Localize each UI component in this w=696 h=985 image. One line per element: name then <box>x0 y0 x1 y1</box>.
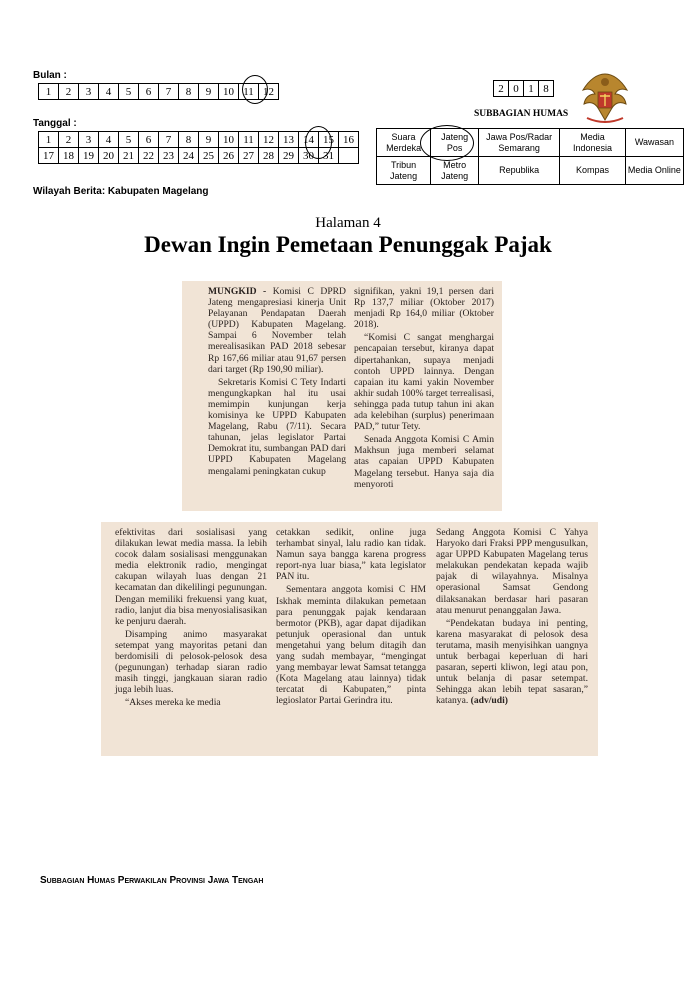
paragraph: Disamping animo masyarakat setempat yang mayoritas petani dan berdomisili di pelosok-pelosok desa (pegunungan) terhadap siaran radio masih tinggi, jangkauan siaran radio juga lebih luas. <box>115 628 267 696</box>
grid-cell: 12 <box>259 84 279 100</box>
paragraph: signifikan, yakni 19,1 persen dari Rp 137,7 miliar (Oktober 2017) menjadi Rp 164,0 miliar (Oktober 2018). <box>354 286 494 331</box>
grid-cell: 6 <box>139 132 159 148</box>
grid-cell: 21 <box>119 148 139 164</box>
grid-cell: 1 <box>39 84 59 100</box>
grid-cell: 5 <box>119 84 139 100</box>
grid-cell: 18 <box>59 148 79 164</box>
grid-cell: 28 <box>259 148 279 164</box>
grid-cell: 17 <box>39 148 59 164</box>
page-number: Halaman 4 <box>315 215 381 231</box>
grid-cell: 2 <box>494 81 509 97</box>
grid-cell: 8 <box>179 84 199 100</box>
media-cell: Jateng Pos <box>431 129 479 157</box>
grid-cell: 9 <box>199 84 219 100</box>
media-cell: Suara Merdeka <box>377 129 431 157</box>
grid-cell: 19 <box>79 148 99 164</box>
media-cell: Wawasan <box>625 129 683 157</box>
media-cell: Media Indonesia <box>560 129 626 157</box>
grid-cell: 22 <box>139 148 159 164</box>
clip2-column-2 <box>276 527 426 709</box>
news-clipping-2 <box>101 522 598 756</box>
grid-cell: 13 <box>279 132 299 148</box>
grid-cell: 3 <box>79 132 99 148</box>
paragraph: Sekretaris Komisi C Tety Indarti mengungkapkan hal itu usai memimpin kunjungan kerja komisinya ke UPPD Kabupaten Magelang, Rabu (7/11). Secara tahunan, jelas legislator Partai Demokrat itu, sumbangan PAD dari UPPD Kabupaten Magelang mengalami peningkatan cukup <box>208 376 346 477</box>
grid-cell: 14 <box>299 132 319 148</box>
bulan-selected-circle <box>242 75 268 104</box>
year-grid <box>493 80 554 97</box>
media-cell: Media Online <box>625 157 683 185</box>
grid-cell: 4 <box>99 132 119 148</box>
wilayah-label: Wilayah Berita: Kabupaten Magelang <box>33 186 209 197</box>
clip1-column-2 <box>354 286 494 492</box>
paragraph: cetakkan sedikit, online juga terhambat sinyal, lalu radio kan tidak. Namun saya bangga karena progress report-nya luar biasa,” kata legislator PAN itu. <box>276 527 426 583</box>
clip1-column-1 <box>208 286 346 479</box>
grid-cell: 8 <box>179 132 199 148</box>
grid-cell: 10 <box>219 132 239 148</box>
bulan-label: Bulan : <box>33 70 67 81</box>
grid-cell: 3 <box>79 84 99 100</box>
paragraph: Senada Anggota Komisi C Amin Makhsun juga memberi selamat atas capaian UPPD Kabupaten Magelang tersebut. Hanya saja dia menyoroti <box>354 434 494 490</box>
paragraph: “Akses mereka ke media <box>125 697 221 709</box>
grid-cell <box>339 148 359 164</box>
paragraph: efektivitas dari sosialisasi yang dilakukan lewat media massa. Ia lebih cocok dalam sosialisasi menggunakan media elektronik radio, mengingat cakupan wilayah luas dengan 21 kecamatan dan dikelilingi pegunungan. Dengan memiliki frekuensi yang kuat, radio, lanjut dia bisa menyosialisasikan ke penjuru daerah. <box>115 527 267 627</box>
grid-cell: 27 <box>239 148 259 164</box>
grid-cell: 12 <box>259 132 279 148</box>
media-cell: Jawa Pos/Radar Semarang <box>479 129 560 157</box>
grid-cell: 25 <box>199 148 219 164</box>
grid-cell: 1 <box>39 132 59 148</box>
clip2-column-3 <box>436 527 588 709</box>
tanggal-label: Tanggal : <box>33 118 77 129</box>
grid-cell: 31 <box>319 148 339 164</box>
media-cell: Republika <box>479 157 560 185</box>
paragraph: “Pendekatan budaya ini penting, karena masyarakat di pelosok desa terutama, masih menyisihkan uangnya untuk berbagai keperluan di hari pasaran, seperti kliwon, legi atau pon, untuk belanja di pasar setempat. Sehingga akan lebih tepat sasaran,” katanya. (adv/udi) <box>436 617 588 707</box>
paragraph: Sedang Anggota Komisi C Yahya Haryoko dari Fraksi PPP mengusulkan, agar UPPD Kabupaten Magelang terus melakukan pendekatan kepada wajib pajak di wilayahnya. Misalnya operasional Samsat Gendong dilaksanakan berdasar hari pasaran atau menurut penanggalan Jawa. <box>436 527 588 616</box>
grid-cell: 24 <box>179 148 199 164</box>
grid-cell: 26 <box>219 148 239 164</box>
grid-cell: 2 <box>59 132 79 148</box>
media-cell: Tribun Jateng <box>377 157 431 185</box>
grid-cell: 11 <box>239 84 259 100</box>
grid-cell: 7 <box>159 84 179 100</box>
grid-cell: 10 <box>219 84 239 100</box>
grid-cell: 5 <box>119 132 139 148</box>
grid-cell: 8 <box>539 81 554 97</box>
paragraph: MUNGKID - Komisi C DPRD Jateng mengapresiasi kinerja Unit Pelayanan Pendapatan Daerah (UPPD) Kabupaten Magelang. Sampai 6 November telah merealisasikan PAD 2018 sebesar Rp 167,66 miliar atau 91,67 persen dari target (Rp 190,90 miliar). <box>208 286 346 375</box>
grid-cell: 30 <box>299 148 319 164</box>
grid-cell: 2 <box>59 84 79 100</box>
garuda-emblem-icon <box>575 68 635 126</box>
grid-cell: 11 <box>239 132 259 148</box>
org-label: SUBBAGIAN HUMAS <box>474 109 569 119</box>
grid-cell: 15 <box>319 132 339 148</box>
paragraph: Sementara anggota komisi C HM Iskhak meminta dilakukan pemetaan para penunggak pajak kendaraan bermotor (PKB), agar dapat dijadikan petunjuk operasional dan untuk mengetahui yang belum ditagih dan yang sudah membayar, “mengingat yang membayar lewat Samsat tetangga (Kota Magelang atau lainnya) tidak tercatat di Kabupaten,” pinta legioslator Partai Gerindra itu. <box>276 584 426 707</box>
footer-text: Subbagian Humas Perwakilan Provinsi Jawa Tengah <box>40 875 264 886</box>
grid-cell: 6 <box>139 84 159 100</box>
clip2-column-1 <box>115 527 267 711</box>
grid-cell: 29 <box>279 148 299 164</box>
article-title: Dewan Ingin Pemetaan Penunggak Pajak <box>144 232 552 257</box>
tanggal-selected-circle <box>305 126 332 159</box>
grid-cell: 9 <box>199 132 219 148</box>
media-cell: Kompas <box>560 157 626 185</box>
grid-cell: 0 <box>509 81 524 97</box>
grid-cell: 20 <box>99 148 119 164</box>
media-selected-circle <box>420 125 474 161</box>
grid-cell: 16 <box>339 132 359 148</box>
grid-cell: 7 <box>159 132 179 148</box>
grid-cell: 4 <box>99 84 119 100</box>
grid-cell: 23 <box>159 148 179 164</box>
paragraph: “Komisi C sangat menghargai pencapaian tersebut, kiranya dapat dipertahankan, supaya menjadi contoh UPPD lainnya. Dengan capaian itu kami yakin November akhir sudah 100% target terrealisasi, sehingga pada tutup tahun ini akan ada kelebihan (surplus) penerimaan PAD,” tutur Tety. <box>354 332 494 433</box>
news-clipping-1 <box>182 281 502 511</box>
grid-cell: 1 <box>524 81 539 97</box>
media-cell: Metro Jateng <box>431 157 479 185</box>
